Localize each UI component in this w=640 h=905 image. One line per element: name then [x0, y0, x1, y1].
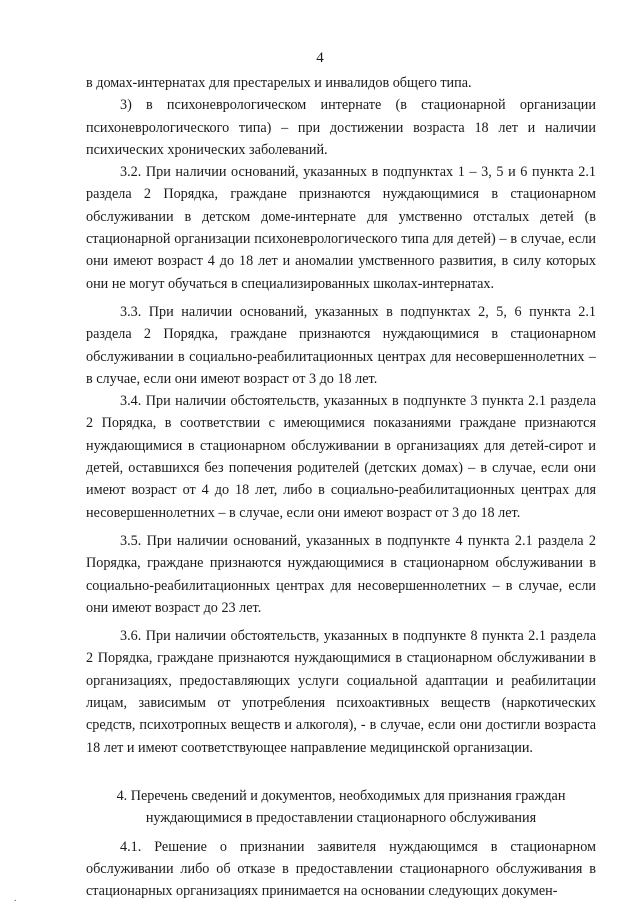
paragraph-4-1: 4.1. Решение о признании заявителя нуждающимся в стационарном обслуживании либо об отказе в предоставлении стационарного обслуживания в стационарных организациях принимается на основании следующих докумен- [86, 838, 596, 900]
scan-mark: . [14, 893, 17, 904]
section-heading-line1: 4. Перечень сведений и документов, необходимых для признания граждан [116, 787, 566, 804]
document-body [86, 72, 596, 902]
section-heading [86, 785, 596, 830]
paragraph-3-5: 3.5. При наличии оснований, указанных в подпункте 4 пункта 2.1 раздела 2 Порядка, граждане признаются нуждающимися в стационарном обслуживании в социально-реабилитационных центрах для несовершеннолетних – в случае, если они имеют возраст до 23 лет. [86, 532, 596, 616]
paragraph-3-2: 3.2. При наличии оснований, указанных в подпунктах 1 – 3, 5 и 6 пункта 2.1 раздела 2 Порядка, граждане признаются нуждающимися в стационарном обслуживании в детском доме-интернате для умственно отсталых детей (в стационарной организации психоневрологического типа для детей) – в случае, если они имеют возраст 4 до 18 лет и аномалии умственного развития, в силу которых они не могут обучаться в специализированных школах-интернатах. [86, 164, 596, 292]
paragraph-3-6: 3.6. При наличии обстоятельств, указанных в подпункте 8 пункта 2.1 раздела 2 Порядка, граждане признаются нуждающимися в стационарном обслуживании в организациях, предоставляющих услуги социальной адаптации и реабилитации лицам, зависимым от употребления психоактивных веществ (наркотических средств, психотропных веществ и алкоголя), - в случае, если они достигли возраста 18 лет и имеют соответствующее направление медицинской организации. [86, 628, 596, 756]
paragraph-item-3: 3) в психоневрологическом интернате (в стационарной организации психоневрологического типа) – при достижении возраста 18 лет и наличии психических хронических заболеваний. [86, 97, 596, 158]
paragraph-continuation: в домах-интернатах для престарелых и инвалидов общего типа. [86, 75, 472, 91]
section-heading-line2: нуждающимися в предоставлении стационарного обслуживания [145, 810, 537, 827]
paragraph-3-3: 3.3. При наличии оснований, указанных в подпунктах 2, 5, 6 пункта 2.1 раздела 2 Порядка, граждане признаются нуждающимися в стационарном обслуживании в социально-реабилитационных центрах для несовершеннолетних – в случае, если они имеют возраст от 3 до 18 лет. [86, 303, 596, 387]
paragraph-3-4: 3.4. При наличии обстоятельств, указанных в подпункте 3 пункта 2.1 раздела 2 Порядка, в соответствии с имеющимися показаниями граждане признаются нуждающимися в стационарном обслуживании в организациях для детей-сирот и детей, оставшихся без попечения родителей (детских домах) – в случае, если они имеют возраст от 4 до 18 лет, либо в социально-реабилитационных центрах для несовершеннолетних – в случае, если они имеют возраст от 3 до 18 лет. [86, 393, 596, 521]
page-number: 4 [316, 50, 324, 66]
